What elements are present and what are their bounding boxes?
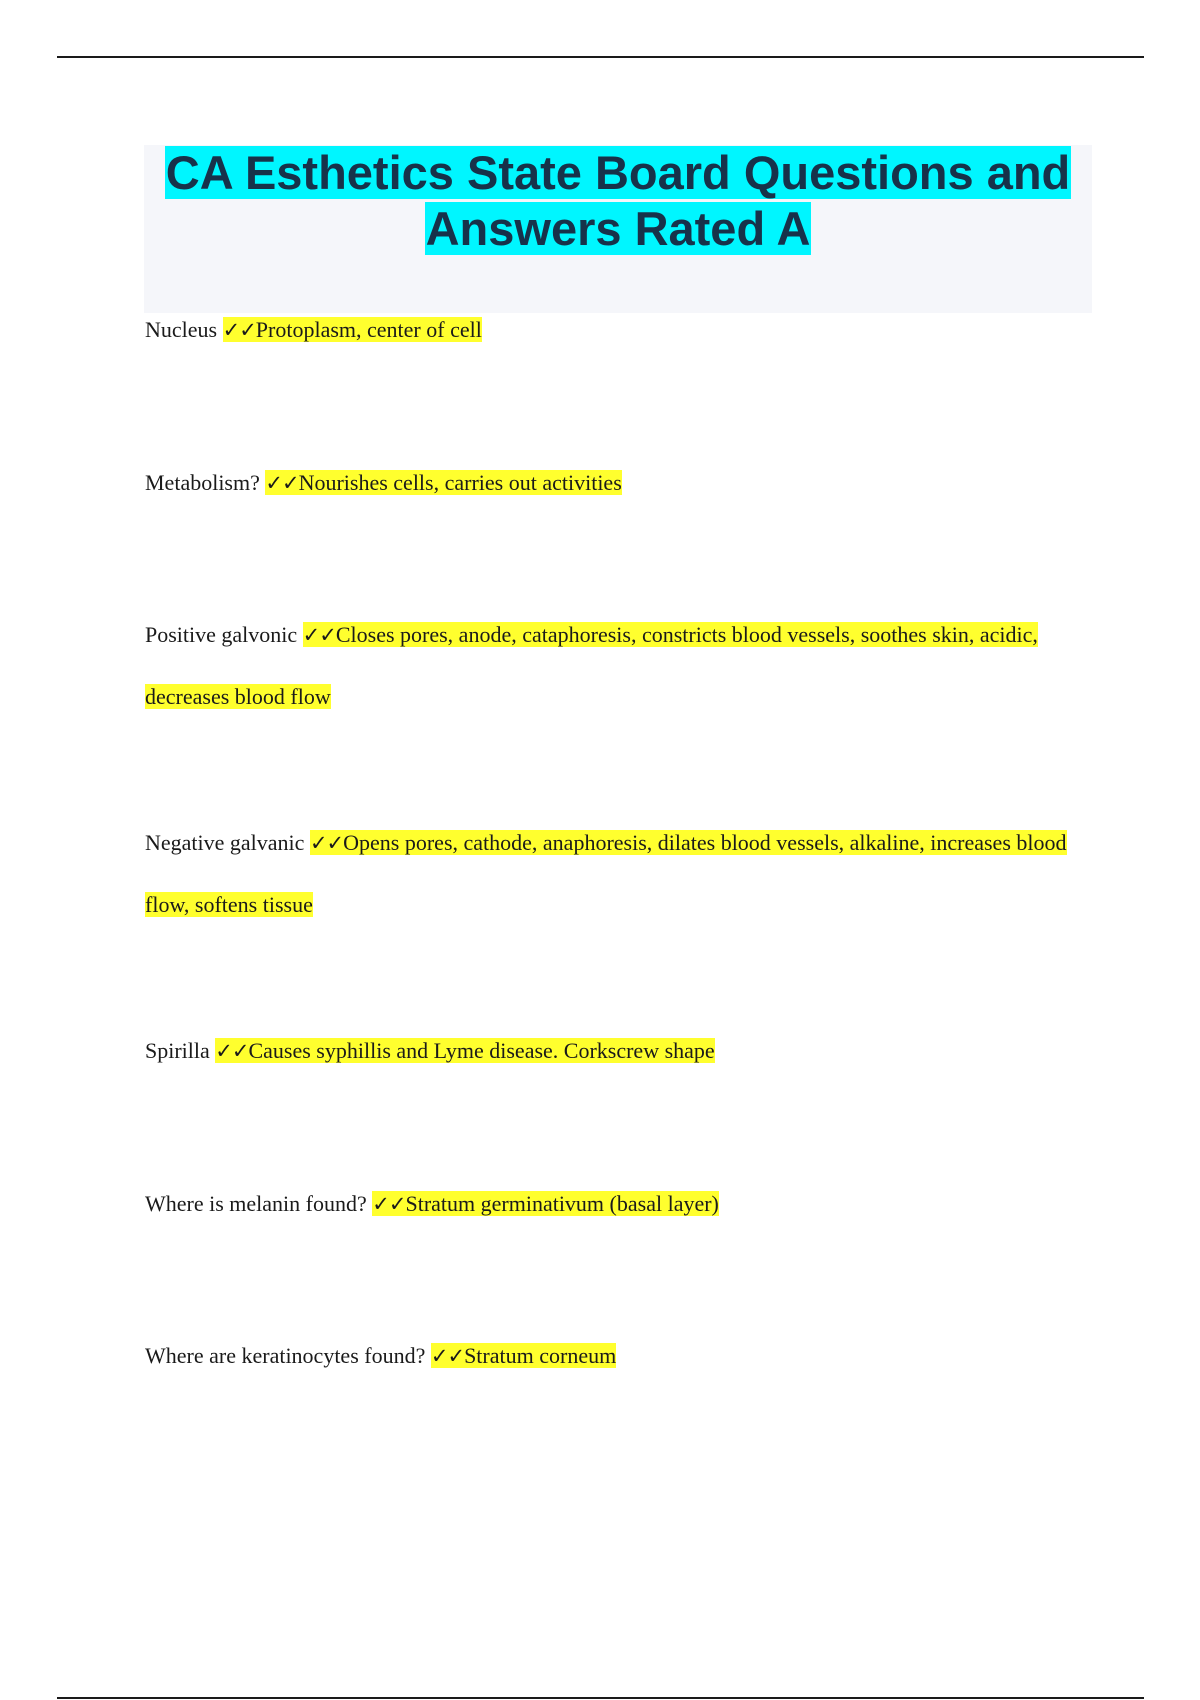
answer-highlight — [431, 1343, 616, 1368]
check-icon: ✓✓ — [372, 1192, 406, 1216]
question-text: Where is melanin found? — [145, 1191, 367, 1216]
answer-text: Opens pores, cathode, anaphoresis, dilates blood vessels, alkaline, increases blood flow, softens tissue — [145, 830, 1067, 917]
check-icon: ✓✓ — [309, 831, 344, 855]
answer-text: Closes pores, anode, cataphoresis, constricts blood vessels, soothes skin, acidic, decreases blood flow — [145, 622, 1038, 709]
check-icon: ✓✓ — [222, 318, 256, 342]
answer-text: Protoplasm, center of cell — [255, 317, 482, 342]
qa-item — [145, 299, 1085, 361]
bottom-rule — [57, 1697, 1144, 1699]
answer-highlight — [223, 317, 482, 342]
top-rule — [57, 56, 1144, 58]
document-title — [144, 145, 1092, 257]
question-text: Negative galvanic — [145, 830, 305, 855]
answer-text: Stratum corneum — [464, 1343, 617, 1368]
check-icon: ✓✓ — [302, 623, 336, 647]
title-block — [144, 145, 1092, 313]
question-text: Spirilla — [145, 1038, 210, 1063]
answer-highlight — [372, 1191, 719, 1216]
answer-text: Causes syphillis and Lyme disease. Corkscrew shape — [248, 1038, 715, 1063]
qa-item — [145, 1325, 1085, 1387]
check-icon: ✓✓ — [265, 471, 299, 495]
qa-item — [145, 812, 1085, 935]
qa-item — [145, 604, 1085, 727]
question-text: Metabolism? — [145, 470, 260, 495]
qa-item — [145, 1173, 1085, 1235]
qa-item — [145, 1020, 1085, 1082]
answer-text: Nourishes cells, carries out activities — [298, 470, 622, 495]
question-text: Nucleus — [145, 317, 218, 342]
question-text: Where are keratinocytes found? — [145, 1343, 426, 1368]
answer-highlight — [215, 1038, 714, 1063]
document-title-text: CA Esthetics State Board Questions and Answers Rated A — [165, 146, 1071, 255]
check-icon: ✓✓ — [215, 1039, 249, 1063]
question-text: Positive galvonic — [145, 622, 298, 647]
answer-text: Stratum germinativum (basal layer) — [405, 1191, 719, 1216]
answer-highlight — [265, 470, 621, 495]
qa-item — [145, 452, 1085, 514]
check-icon: ✓✓ — [430, 1344, 465, 1368]
